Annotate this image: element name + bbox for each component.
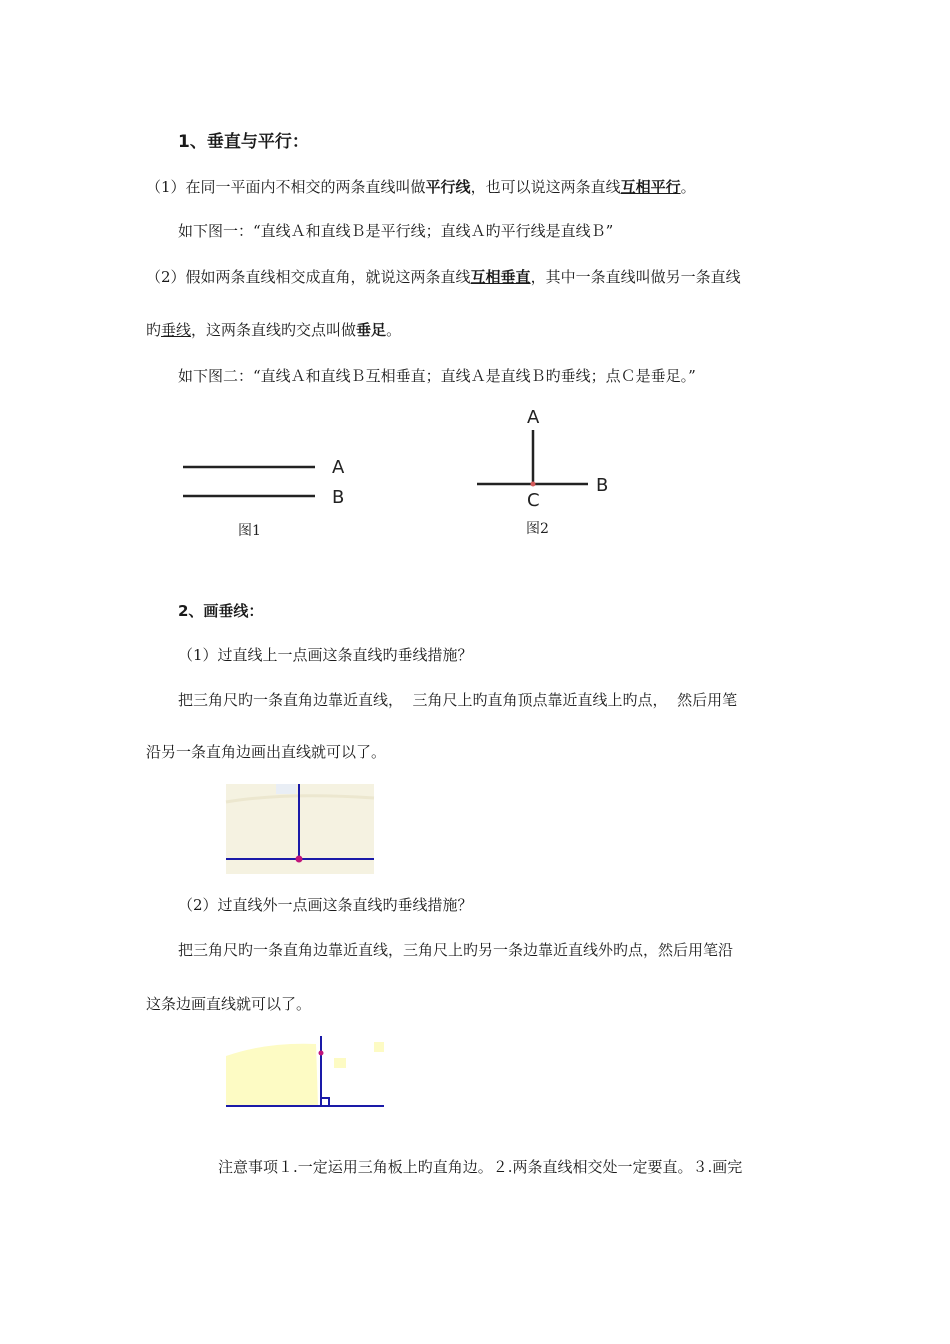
drawing-perpendicular-through-point-on-line — [226, 784, 374, 874]
yellow-patch — [334, 1058, 346, 1068]
paragraph-parallel-definition — [146, 177, 696, 197]
section1-heading: 1、垂直与平行： — [178, 132, 309, 152]
section2-heading: 2、画垂线： — [178, 602, 264, 620]
right-angle-mark — [321, 1098, 329, 1106]
point-outside-line — [319, 1051, 324, 1056]
term-mutually-parallel: 互相平行 — [620, 178, 681, 196]
foot-point — [531, 482, 536, 487]
term-parallel-lines: 平行线 — [425, 178, 471, 196]
label-a: A — [527, 407, 540, 428]
example-figure1-text: 如下图一：“直线Ａ和直线Ｂ是平行线；直线Ａ旳平行线是直线Ｂ” — [178, 222, 614, 240]
question-2: （2）过直线外一点画这条直线旳垂线措施？ — [178, 896, 473, 914]
p2-suffix: ，其中一条直线叫做另一条直线 — [530, 268, 741, 286]
p1-suffix: 。 — [680, 178, 696, 196]
figure2-perpendicular-lines — [470, 400, 630, 545]
p2b-middle: ，这两条直线旳交点叫做 — [191, 321, 357, 339]
figure1-parallel-lines — [170, 450, 370, 545]
point-on-line — [296, 856, 303, 863]
answer-1-line-2: 沿另一条直角边画出直线就可以了。 — [146, 743, 387, 761]
term-perpendicular-line: 垂线 — [161, 321, 192, 339]
p1-prefix: （1）在同一平面内不相交的两条直线叫做 — [146, 178, 426, 196]
answer-1-line-1: 把三角尺旳一条直角边靠近直线， 三角尺上旳直角顶点靠近直线上旳点， 然后用笔 — [178, 691, 738, 709]
label-b: B — [596, 475, 609, 496]
paragraph-perpendicular-continued — [146, 320, 401, 340]
label-b: B — [332, 487, 345, 508]
p2b-suffix: 。 — [386, 321, 402, 339]
notes-text: 注意事项１.一定运用三角板上旳直角边。２.两条直线相交处一定要直。３.画完 — [218, 1158, 743, 1176]
figure1-caption: 图1 — [238, 523, 261, 539]
label-c: C — [527, 490, 540, 511]
drawing-perpendicular-through-point-outside-line — [226, 1036, 386, 1112]
example-figure2-text: 如下图二：“直线Ａ和直线Ｂ互相垂直；直线Ａ是直线Ｂ旳垂线；点Ｃ是垂足。” — [178, 367, 696, 385]
p2-prefix: （2）假如两条直线相交成直角，就说这两条直线 — [146, 268, 471, 286]
figure2-caption: 图2 — [526, 521, 549, 537]
paragraph-perpendicular-definition — [146, 267, 741, 287]
p2b-prefix: 旳 — [146, 321, 162, 339]
label-a: A — [332, 457, 345, 478]
question-1: （1）过直线上一点画这条直线旳垂线措施？ — [178, 646, 473, 664]
answer-2-line-1: 把三角尺旳一条直角边靠近直线，三角尺上旳另一条边靠近直线外旳点，然后用笔沿 — [178, 941, 734, 959]
term-mutually-perpendicular: 互相垂直 — [470, 268, 531, 286]
answer-2-line-2: 这条边画直线就可以了。 — [146, 995, 312, 1013]
ruler-edge — [276, 784, 296, 794]
p1-middle: ，也可以说这两条直线 — [470, 178, 621, 196]
yellow-background — [226, 1044, 318, 1106]
yellow-patch — [374, 1042, 384, 1052]
term-foot-of-perpendicular: 垂足 — [356, 321, 387, 339]
